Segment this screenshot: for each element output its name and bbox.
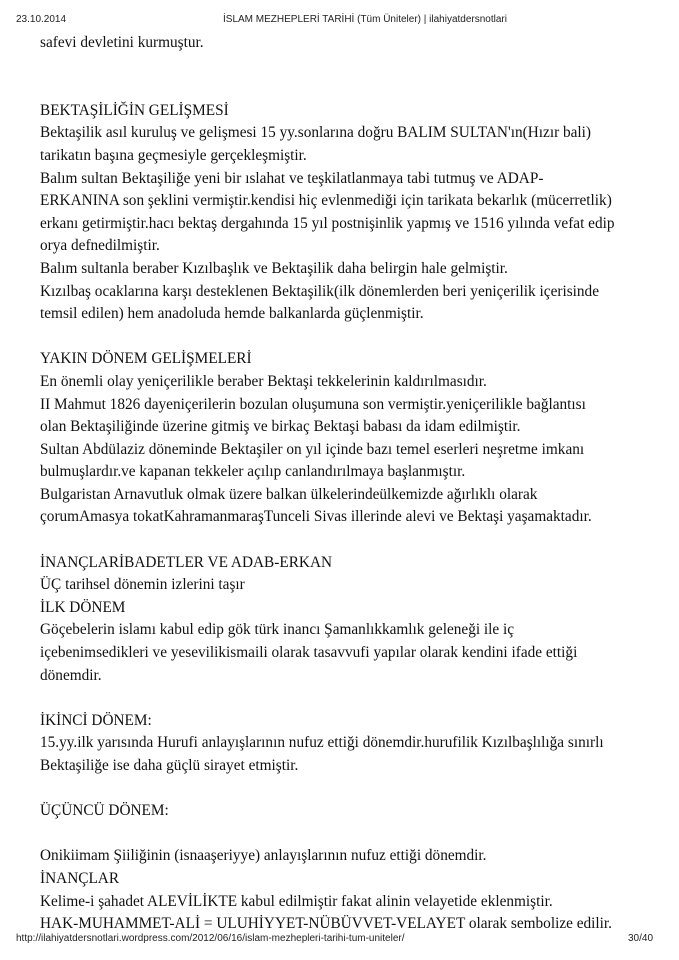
paragraph-line: Kızılbaş ocaklarına karşı desteklenen Bektaşilik(ilk dönemlerden beri yeniçerilik içerisinde — [40, 282, 599, 300]
period-heading-ucuncu: ÜÇÜNCÜ DÖNEM: — [40, 802, 169, 820]
paragraph-line: Kelime-i şahadet ALEVİLİKTE kabul edilmiştir fakat alinin velayetide eklenmiştir. — [40, 892, 553, 910]
paragraph-line: olan Bektaşiliğinde üzerine gitmiş ve birkaç Bektaşi babası da idam edilmiştir. — [40, 418, 521, 436]
page-number: 30/40 — [628, 933, 654, 944]
paragraph-line: II Mahmut 1826 dayeniçerilerin bozulan oluşumuna son vermiştir.yeniçerilikle bağlantısı — [40, 395, 586, 413]
paragraph-line: Göçebelerin islamı kabul edip gök türk inancı Şamanlıkkamlık geleneği ile iç — [40, 621, 515, 639]
paragraph-line: En önemli olay yeniçerilikle beraber Bektaşi tekkelerinin kaldırılmasıdır. — [40, 372, 487, 390]
section-heading-yakin-donem: YAKIN DÖNEM GELİŞMELERİ — [40, 350, 252, 368]
period-heading-ilk: İLK DÖNEM — [40, 598, 126, 616]
section-heading-bektasilik: BEKTAŞİLİĞİN GELİŞMESİ — [40, 101, 229, 119]
paragraph-line: tarikatın başına geçmesiyle gerçekleşmiştir. — [40, 146, 307, 164]
paragraph-line: HAK-MUHAMMET-ALİ = ULUHİYYET-NÜBÜVVET-VELAYET olarak sembolize edilir. — [40, 915, 612, 933]
paragraph-line: dönemdir. — [40, 666, 102, 684]
paragraph-line: orya defnedilmiştir. — [40, 237, 160, 255]
paragraph-line: Bektaşiliğe ise daha güçlü sirayet etmiştir. — [40, 757, 299, 774]
paragraph-line: Bulgaristan Arnavutluk olmak üzere balkan ülkelerindeülkemizde ağırlıklı olarak — [40, 485, 538, 503]
paragraph-line: Sultan Abdülaziz döneminde Bektaşiler on yıl içinde bazı temel eserleri neşretme imkanı — [40, 440, 585, 458]
intro-line: safevi devletini kurmuştur. — [40, 34, 204, 51]
paragraph-line: Balım sultan Bektaşiliğe yeni bir ıslahat ve teşkilatlanmaya tabi tutmuş ve ADAP- — [40, 169, 544, 187]
footer-url: http://ilahiyatdersnotlari.wordpress.com/2012/06/16/islam-mezhepleri-tarihi-tum-uniteler/ — [16, 933, 405, 944]
print-date: 23.10.2014 — [16, 14, 67, 25]
period-heading-ikinci: İKİNCİ DÖNEM: — [40, 711, 152, 729]
paragraph-line: 15.yy.ilk yarısında Hurufi anlayışlarının nufuz ettiği dönemdir.hurufilik Kızılbaşlılığa sınırlı — [40, 734, 604, 752]
paragraph-line: erkanı getirmiştir.hacı bektaş dergahında 15 yıl postnişinlik yapmış ve 1516 yılında vefat edip — [40, 214, 615, 232]
subheading-tarihsel: ÜÇ tarihsel dönemin izlerini taşır — [40, 576, 245, 594]
paragraph-line: çorumAmasya tokatKahramanmaraşTunceli Sivas illerinde alevi ve Bektaşi yaşamaktadır. — [40, 508, 592, 526]
paragraph-line: temsil edilen) hem anadoluda hemde balkanlarda güçlenmiştir. — [40, 305, 424, 323]
paragraph-line: Bektaşilik asıl kuruluş ve gelişmesi 15 yy.sonlarına doğru BALIM SULTAN'ın(Hızır bali) — [40, 124, 592, 142]
paragraph-line: Onikiimam Şiiliğinin (isnaaşeriyye) anlayışlarının nufuz ettiği dönemdir. — [40, 847, 487, 865]
paragraph-line: içebenimsedikleri ve yesevilikismaili olarak tasavvufi yapılar olarak kendini ifade ettiği — [40, 644, 578, 662]
page-title: İSLAM MEZHEPLERİ TARİHİ (Tüm Üniteler) | ilahiyatdersnotlari — [223, 14, 507, 25]
paragraph-line: ERKANINA son şeklini vermiştir.kendisi hiç evlenmediği için tarikata bekarlık (mücerretlik) — [40, 192, 612, 210]
paragraph-line: bulmuşlardır.ve kapanan tekkeler açılıp canlandırılmaya başlanmıştır. — [40, 463, 466, 481]
paragraph-line: Balım sultanla beraber Kızılbaşlık ve Bektaşilik daha belirgin hale gelmiştir. — [40, 259, 508, 277]
beliefs-heading: İNANÇLAR — [40, 869, 120, 887]
section-heading-inanclar-ibadetler: İNANÇLARİBADETLER VE ADAB-ERKAN — [40, 553, 333, 571]
document-body — [40, 32, 665, 936]
